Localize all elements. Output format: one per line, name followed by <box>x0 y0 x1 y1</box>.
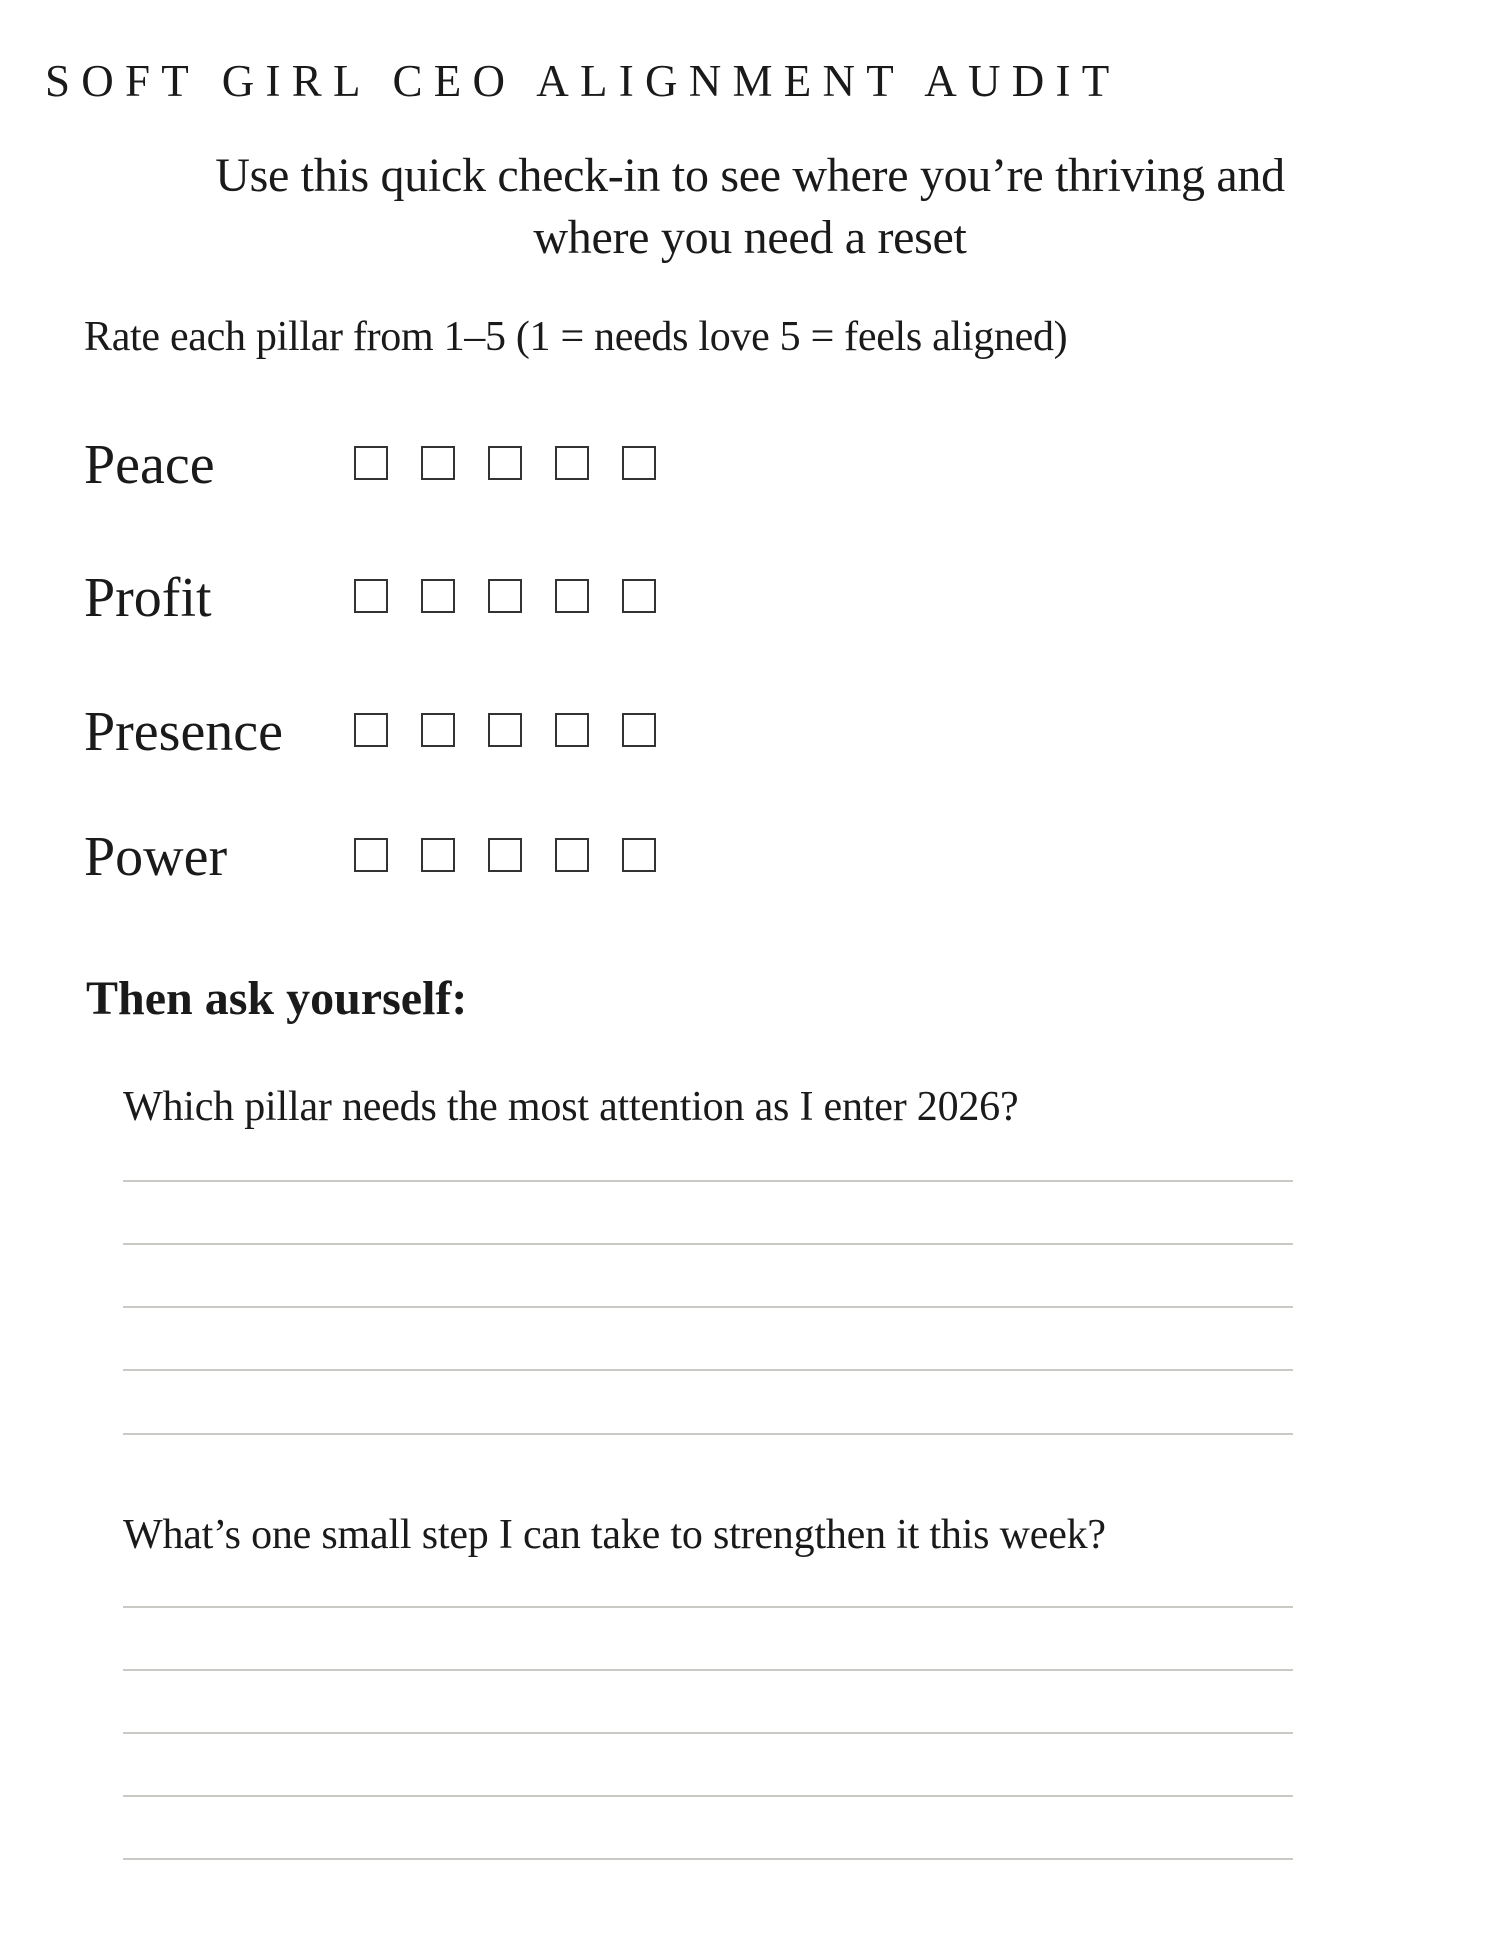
rating-checkbox-5[interactable] <box>622 838 656 872</box>
subtitle-line-1: Use this quick check-in to see where you’re thriving and <box>215 149 1285 202</box>
answer-line[interactable] <box>123 1606 1293 1608</box>
page-subtitle <box>150 145 1350 269</box>
rating-checkbox-1[interactable] <box>354 713 388 747</box>
rating-checkbox-2[interactable] <box>421 838 455 872</box>
pillar-row-peace <box>84 430 784 500</box>
rating-checkbox-4[interactable] <box>555 838 589 872</box>
rating-checkbox-3[interactable] <box>488 446 522 480</box>
answer-line[interactable] <box>123 1433 1293 1435</box>
subtitle-line-2: where you need a reset <box>533 211 967 264</box>
pillar-label: Presence <box>84 701 284 763</box>
rating-checkbox-4[interactable] <box>555 579 589 613</box>
rating-checkbox-1[interactable] <box>354 838 388 872</box>
reflection-question-1: Which pillar needs the most attention as I enter 2026? <box>123 1084 1019 1130</box>
pillar-label: Peace <box>84 434 215 496</box>
reflection-question-2: What’s one small step I can take to strengthen it this week? <box>123 1512 1106 1558</box>
pillar-label: Power <box>84 826 228 888</box>
answer-line[interactable] <box>123 1669 1293 1671</box>
answer-line[interactable] <box>123 1858 1293 1860</box>
rating-checkbox-3[interactable] <box>488 838 522 872</box>
pillar-row-profit <box>84 563 784 633</box>
answer-line[interactable] <box>123 1732 1293 1734</box>
page-title: SOFT GIRL CEO ALIGNMENT AUDIT <box>45 56 1121 106</box>
rating-instruction: Rate each pillar from 1–5 (1 = needs love 5 = feels aligned) <box>84 314 1068 360</box>
rating-checkbox-3[interactable] <box>488 579 522 613</box>
answer-line[interactable] <box>123 1369 1293 1371</box>
rating-checkbox-3[interactable] <box>488 713 522 747</box>
rating-checkbox-1[interactable] <box>354 446 388 480</box>
pillar-row-presence <box>84 697 784 767</box>
rating-checkbox-2[interactable] <box>421 446 455 480</box>
pillar-label: Profit <box>84 567 212 629</box>
rating-checkbox-2[interactable] <box>421 713 455 747</box>
rating-checkbox-2[interactable] <box>421 579 455 613</box>
rating-checkbox-4[interactable] <box>555 446 589 480</box>
answer-line[interactable] <box>123 1180 1293 1182</box>
rating-checkbox-1[interactable] <box>354 579 388 613</box>
answer-line[interactable] <box>123 1795 1293 1797</box>
rating-checkbox-4[interactable] <box>555 713 589 747</box>
answer-line[interactable] <box>123 1306 1293 1308</box>
pillar-row-power <box>84 822 784 892</box>
answer-line[interactable] <box>123 1243 1293 1245</box>
reflection-heading: Then ask yourself: <box>86 972 468 1025</box>
rating-checkbox-5[interactable] <box>622 579 656 613</box>
rating-checkbox-5[interactable] <box>622 713 656 747</box>
rating-checkbox-5[interactable] <box>622 446 656 480</box>
